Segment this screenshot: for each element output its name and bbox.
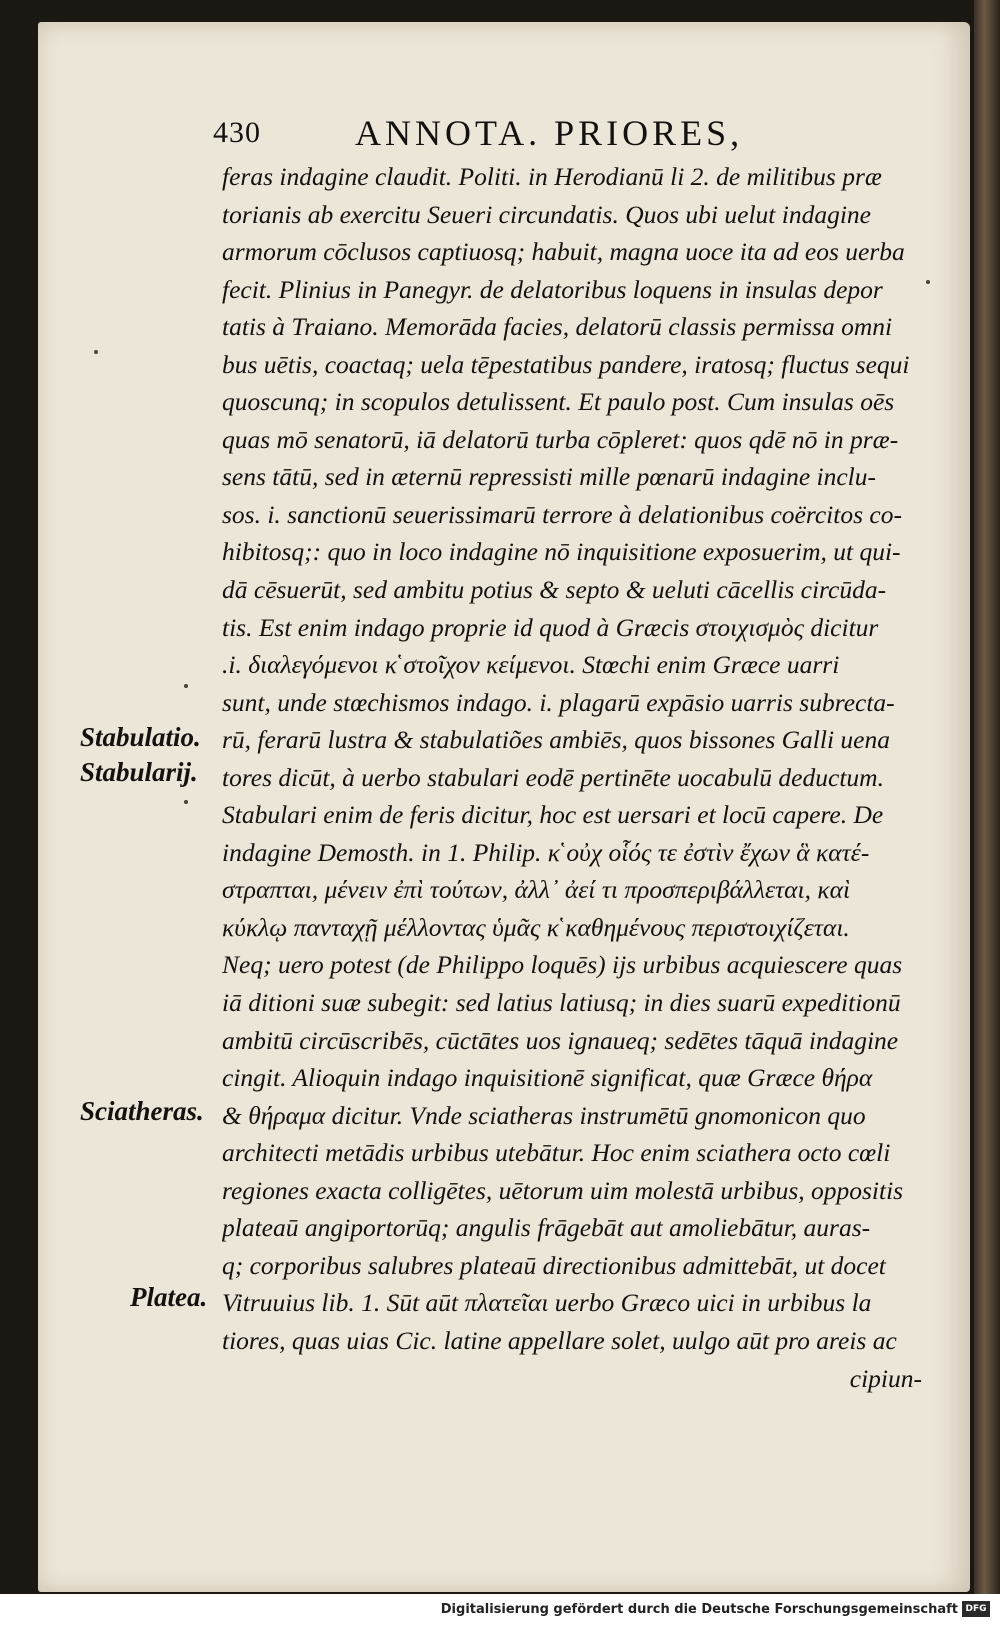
text-line: quas mō senatorū, iā delatorū turba cōpleret: quos qdē nō in præ- bbox=[222, 424, 899, 454]
page-number: 430 bbox=[213, 116, 261, 149]
text-line: .i. διαλεγόμενοι κ̔ στοῖχον κείμενοι. Stœchi enim Græce uarri bbox=[222, 650, 840, 680]
running-head: ANNOTA. PRIORES, bbox=[355, 113, 744, 153]
text-line: ambitū circūscribēs, cūctātes uos ignaueq; sedētes tāquā indagine bbox=[222, 1025, 899, 1055]
text-line: κύκλῳ πανταχῇ μέλλοντας ὑμᾶς κ̔ καθημένους περιστοιχίζεται. bbox=[222, 912, 850, 942]
book-edge bbox=[974, 0, 1000, 1594]
text-line: & θήραμα dicitur. Vnde sciatheras instrumētū gnomonicon quo bbox=[222, 1100, 866, 1130]
footer-bar bbox=[0, 1594, 1000, 1626]
text-line: Neq; uero potest (de Philippo loquēs) ijs urbibus acquiescere quas bbox=[222, 950, 903, 980]
text-line: indagine Demosth. in 1. Philip. κ̔ οὐχ οἷός τε ἐστὶν ἔχων ἃ κατέ- bbox=[222, 837, 870, 867]
text-line: cingit. Alioquin indago inquisitionē significat, quæ Græce θήρα bbox=[222, 1063, 873, 1093]
text-line: sens tātū, sed in æternū repressisti mille pœnarū indagine inclu- bbox=[222, 462, 876, 492]
text-line: sunt, unde stœchismos indago. i. plagarū expāsio uarris subrecta- bbox=[222, 687, 895, 717]
margin-note-platea: Platea. bbox=[130, 1282, 208, 1312]
page-header bbox=[213, 108, 933, 154]
text-line: Stabulari enim de feris dicitur, hoc est uersari et locū capere. De bbox=[222, 800, 884, 830]
margin-mark bbox=[184, 800, 188, 804]
text-line: fecit. Plinius in Panegyr. de delatoribus loquens in insulas depor bbox=[222, 274, 883, 304]
margin-note-sciatheras: Sciatheras. bbox=[80, 1096, 204, 1126]
text-line: rū, ferarū lustra & stabulatiões ambiēs, quos bissones Galli uena bbox=[222, 725, 890, 755]
text-line: tiores, quas uias Cic. latine appellare solet, uulgo aūt pro areis ac bbox=[222, 1325, 897, 1355]
text-line: tores dicūt, à uerbo stabulari eodē pertinēte uocabulū deductum. bbox=[222, 762, 884, 792]
text-line: iā ditioni suæ subegit: sed latius latiusq; in dies suarū expeditionū bbox=[222, 988, 901, 1018]
text-line: tis. Est enim indago proprie id quod à Græcis στοιχισμὸς dicitur bbox=[222, 612, 879, 642]
text-line: bus uētis, coactaq; uela tēpestatibus pandere, iratosq; fluctus sequi bbox=[222, 349, 910, 379]
margin-mark bbox=[94, 350, 98, 354]
text-line: regiones exacta colligētes, uētorum uim molestā urbibus, oppositis bbox=[222, 1175, 904, 1205]
text-line: plateaū angiportorūq; angulis frāgebāt aut amoliebātur, auras- bbox=[222, 1213, 871, 1243]
catchword: cipiun- bbox=[849, 1363, 922, 1393]
text-line: hibitosq;: quo in loco indagine nō inquisitione exposuerim, ut qui- bbox=[222, 537, 901, 567]
text-line: στραπται, μένειν ἐπὶ τούτων, ἀλλ᾽ ἀεί τι προσπεριβάλλεται, καὶ bbox=[222, 875, 851, 905]
text-line: armorum cōclusos captiuosq; habuit, magna uoce ita ad eos uerba bbox=[222, 237, 905, 267]
margin-mark bbox=[184, 684, 188, 688]
text-line: torianis ab exercitu Seueri circundatis. Quos ubi uelut indagine bbox=[222, 199, 871, 229]
body-text bbox=[222, 158, 928, 1397]
text-line: quoscunq; in scopulos detulissent. Et paulo post. Cum insulas oēs bbox=[222, 387, 895, 417]
text-line: feras indagine claudit. Politi. in Herodianū li 2. de militibus præ bbox=[222, 162, 882, 191]
text-line: Vitruuius lib. 1. Sūt aūt πλατεῖαι uerbo Græco uici in urbibus la bbox=[222, 1288, 872, 1318]
margin-note-stabulatio: Stabulatio. bbox=[80, 722, 201, 752]
text-line: q; corporibus salubres plateaū directionibus admittebāt, ut docet bbox=[222, 1250, 886, 1280]
text-line: architecti metādis urbibus utebātur. Hoc enim sciathera octo cœli bbox=[222, 1138, 891, 1168]
text-line: tatis à Traiano. Memorāda facies, delatorū classis permissa omni bbox=[222, 312, 893, 342]
text-line: sos. i. sanctionū seuerissimarū terrore à delationibus coërcitos co- bbox=[222, 499, 902, 529]
dfg-logo-icon: DFG bbox=[962, 1601, 990, 1617]
funding-credit: Digitalisierung gefördert durch die Deutsche Forschungsgemeinschaft bbox=[440, 1602, 958, 1617]
text-line: dā cēsuerūt, sed ambitu potius & septo & ueluti cācellis circūda- bbox=[222, 575, 887, 605]
margin-note-stabularij: Stabularij. bbox=[80, 757, 198, 787]
